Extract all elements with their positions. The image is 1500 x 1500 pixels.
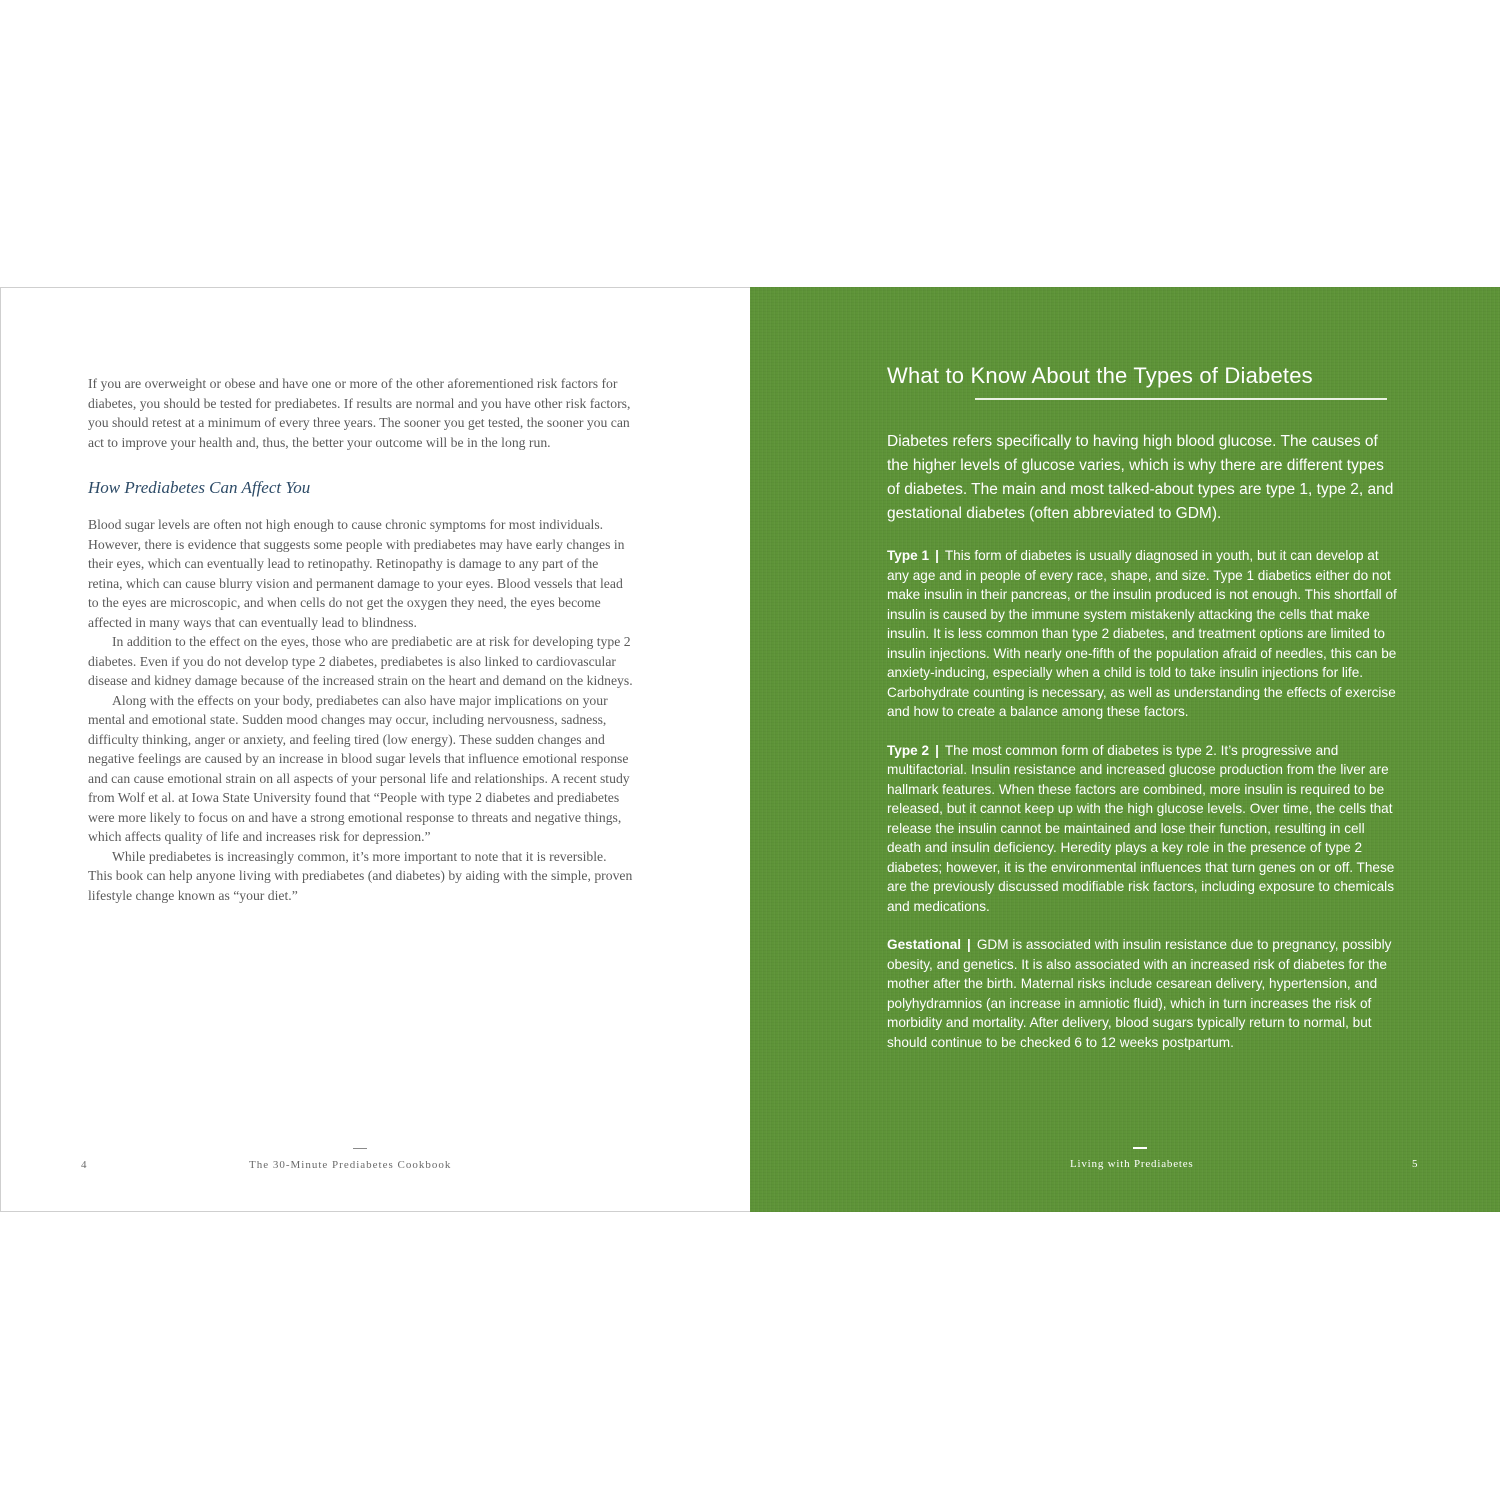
type-2-paragraph (887, 741, 1397, 917)
footer-dash (353, 1148, 367, 1149)
book-spread (0, 287, 1500, 1212)
left-page (0, 287, 750, 1212)
section-subheading: How Prediabetes Can Affect You (88, 478, 311, 497)
body-paragraph: Along with the effects on your body, prediabetes can also have major implications on your mental and emotional state. Sudden mood changes may occur, including nervousness, sadness, difficulty thinking, anger or anxiety, and feeling tired (low energy). These sudden changes and negative feelings are caused by an increase in blood sugar levels that influence emotional response and can cause emotional strain on all aspects of your personal life and relationships. A recent study from Wolf et al. at Iowa State University found that “People with type 2 diabetes and prediabetes were more likely to focus on and have a strong emotional response to threats and negative things, which affects quality of life and increases risk for depression.” (88, 692, 630, 844)
running-head: The 30-Minute Prediabetes Cookbook (249, 1159, 452, 1171)
gestational-paragraph (887, 935, 1397, 1052)
right-page (750, 287, 1500, 1212)
gestational-label: Gestational (887, 937, 962, 952)
type-1-paragraph (887, 546, 1397, 722)
running-head: Living with Prediabetes (1070, 1158, 1194, 1170)
body-paragraph: Blood sugar levels are often not high enough to cause chronic symptoms for most individuals. However, there is evidence that suggests some people with prediabetes may have early changes in their eyes, which can eventually lead to retinopathy. Retinopathy is damage to any part of the retina, which can cause blurry vision and permanent damage to your eyes. Blood vessels that lead to the eyes are microscopic, and when cells do not get the oxygen they need, the eyes become affected in many ways that can eventually lead to blindness. (88, 517, 625, 630)
page-number: 4 (81, 1159, 87, 1171)
gestational-text: GDM is associated with insulin resistance due to pregnancy, possibly obesity, and genetics. It is also associated with an increased risk of diabetes for the mother after the birth. Maternal risks include cesarean delivery, hypertension, and polyhydramnios (an increase in amniotic fluid), which in turn increases the risk of morbidity and mortality. After delivery, blood sugars typically return to normal, but should continue to be checked 6 to 12 weeks postpartum. (887, 937, 1392, 1050)
intro-paragraph: Diabetes refers specifically to having high blood glucose. The causes of the higher levels of glucose varies, which is why there are different types of diabetes. The main and most talked-about types are type 1, type 2, and gestational diabetes (often abbreviated to GDM). (887, 433, 1394, 522)
footer-dash (1133, 1147, 1147, 1149)
type-2-text: The most common form of diabetes is type 2. It’s progressive and multifactorial. Insulin resistance and increased glucose production from the liver are hallmark features. When these factors are combined, more insulin is required to be released, but it cannot keep up with the high glucose levels. Over time, the cells that release the insulin cannot be maintained and lose their function, resulting in cell death and insulin deficiency. Heredity plays a key role in the presence of type 2 diabetes; however, it is the environmental influences that turn genes on or off. These are the previously discussed modifiable risk factors, including exposure to chemicals and medications. (887, 742, 1395, 914)
body-paragraph: In addition to the effect on the eyes, those who are prediabetic are at risk for developing type 2 diabetes. Even if you do not develop type 2 diabetes, prediabetes is also linked to cardiovascular disease and kidney damage because of the increased strain on the heart and demand on the kidneys. (88, 634, 633, 688)
separator-bar: | (967, 937, 971, 952)
body-paragraph: If you are overweight or obese and have one or more of the other aforementioned risk factors for diabetes, you should be tested for prediabetes. If results are normal and you have other risk factors, you should retest at a minimum of every three years. The sooner you get tested, the sooner you can act to improve your health and, thus, the better your outcome will be in the long run. (88, 376, 631, 450)
type-1-text: This form of diabetes is usually diagnosed in youth, but it can develop at any age and in people of every race, shape, and size. Type 1 diabetics either do not make insulin in their pancreas, or the insulin produced is not enough. This shortfall of insulin is caused by the immune system mistakenly attacking the cells that make insulin. It is less common than type 2 diabetes, and treatment options are limited to insulin injections. With nearly one-fifth of the population afraid of needles, this can be anxiety-inducing, especially when a child is told to take insulin injections for life. Carbohydrate counting is necessary, as well as understanding the effects of exercise and how to create a balance among these factors. (887, 548, 1397, 719)
page-number: 5 (1412, 1158, 1418, 1170)
type-2-label: Type 2 (887, 742, 930, 758)
type-1-label: Type 1 (887, 548, 930, 563)
body-paragraph: While prediabetes is increasingly common, it’s more important to note that it is reversible. This book can help anyone living with prediabetes (and diabetes) by aiding with the simple, proven lifestyle change known as “your diet.” (88, 848, 633, 903)
separator-bar: | (935, 742, 939, 758)
separator-bar: | (935, 548, 939, 563)
left-page-body (88, 374, 633, 905)
page-title: What to Know About the Types of Diabetes (887, 363, 1313, 388)
title-underline (975, 398, 1387, 400)
right-page-body (887, 430, 1397, 1071)
